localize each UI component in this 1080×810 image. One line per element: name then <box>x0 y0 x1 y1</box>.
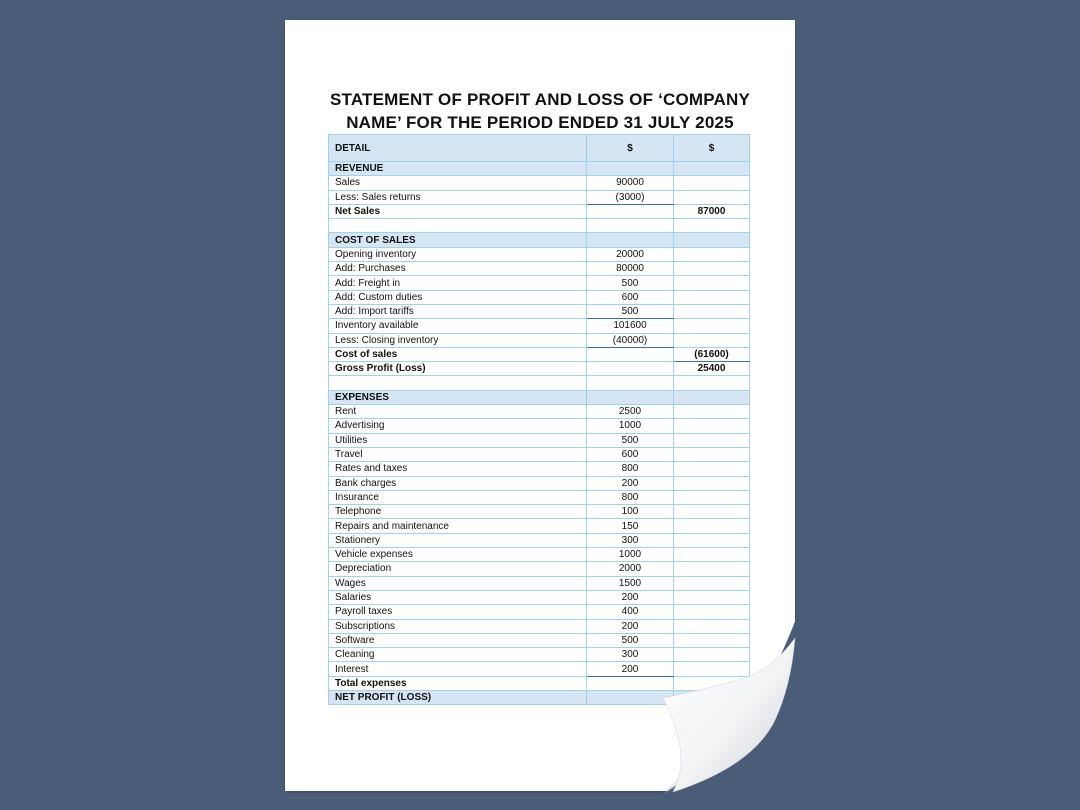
row-col3-value <box>674 376 750 390</box>
table-row <box>329 462 750 476</box>
table-row <box>329 376 750 390</box>
row-col2-value: 500 <box>587 304 674 318</box>
table-row <box>329 247 750 261</box>
row-col2-value: 200 <box>587 662 674 676</box>
section-row <box>329 233 750 247</box>
header-detail: DETAIL <box>329 135 587 162</box>
row-col2-value: 600 <box>587 290 674 304</box>
row-col2-value <box>587 347 674 361</box>
row-col3-value <box>674 233 750 247</box>
row-col3-value <box>674 562 750 576</box>
row-col2-value: 800 <box>587 462 674 476</box>
table-header-row <box>329 135 750 162</box>
table-row <box>329 562 750 576</box>
row-col2-value: 100 <box>587 505 674 519</box>
row-col2-value <box>587 219 674 233</box>
table-row <box>329 548 750 562</box>
row-col3-value <box>674 419 750 433</box>
row-label: Bank charges <box>329 476 587 490</box>
row-label: Depreciation <box>329 562 587 576</box>
row-label: Subscriptions <box>329 619 587 633</box>
row-label: Cost of sales <box>329 347 587 361</box>
row-col2-value: 300 <box>587 533 674 547</box>
row-label: Sales <box>329 176 587 190</box>
row-label: REVENUE <box>329 162 587 176</box>
row-label: Rates and taxes <box>329 462 587 476</box>
row-label: Rent <box>329 405 587 419</box>
row-label: Vehicle expenses <box>329 548 587 562</box>
row-label: Repairs and maintenance <box>329 519 587 533</box>
row-label <box>329 219 587 233</box>
row-col3-value <box>674 576 750 590</box>
page-curl-icon <box>663 616 797 794</box>
row-col3-value <box>674 462 750 476</box>
row-label: Cleaning <box>329 648 587 662</box>
section-row <box>329 390 750 404</box>
row-col2-value: 1500 <box>587 576 674 590</box>
row-col3-value <box>674 176 750 190</box>
row-col2-value <box>587 676 674 690</box>
row-col2-value <box>587 362 674 376</box>
row-label: Gross Profit (Loss) <box>329 362 587 376</box>
row-label: Opening inventory <box>329 247 587 261</box>
row-col2-value: 500 <box>587 276 674 290</box>
row-col3-value: (61600) <box>674 347 750 361</box>
row-label: Utilities <box>329 433 587 447</box>
row-label: Less: Closing inventory <box>329 333 587 347</box>
row-col3-value <box>674 304 750 318</box>
row-col3-value <box>674 405 750 419</box>
row-col3-value <box>674 533 750 547</box>
row-col2-value: 200 <box>587 476 674 490</box>
row-label: Stationery <box>329 533 587 547</box>
table-row <box>329 476 750 490</box>
table-row <box>329 590 750 604</box>
row-col2-value <box>587 204 674 218</box>
row-label: Less: Sales returns <box>329 190 587 204</box>
table-row <box>329 576 750 590</box>
table-row <box>329 447 750 461</box>
row-col2-value: (40000) <box>587 333 674 347</box>
table-row <box>329 333 750 347</box>
row-col2-value <box>587 390 674 404</box>
table-row <box>329 505 750 519</box>
row-label: Software <box>329 633 587 647</box>
statement-title <box>285 88 795 134</box>
row-label: Interest <box>329 662 587 676</box>
row-label: EXPENSES <box>329 390 587 404</box>
row-col2-value: 2000 <box>587 562 674 576</box>
row-label: Add: Purchases <box>329 262 587 276</box>
row-col2-value: 150 <box>587 519 674 533</box>
table-row <box>329 276 750 290</box>
row-col2-value: (3000) <box>587 190 674 204</box>
table-row <box>329 262 750 276</box>
row-col3-value: 87000 <box>674 204 750 218</box>
row-col3-value <box>674 476 750 490</box>
row-col3-value <box>674 490 750 504</box>
row-col3-value <box>674 548 750 562</box>
row-col2-value <box>587 162 674 176</box>
row-col3-value <box>674 262 750 276</box>
row-label: Insurance <box>329 490 587 504</box>
row-col2-value: 600 <box>587 447 674 461</box>
row-col3-value <box>674 219 750 233</box>
table-row <box>329 304 750 318</box>
row-col2-value: 800 <box>587 490 674 504</box>
table-row <box>329 290 750 304</box>
table-row <box>329 519 750 533</box>
row-col3-value <box>674 290 750 304</box>
row-col2-value: 20000 <box>587 247 674 261</box>
row-label <box>329 376 587 390</box>
row-col2-value: 1000 <box>587 419 674 433</box>
row-label: NET PROFIT (LOSS) <box>329 690 587 704</box>
row-col3-value <box>674 505 750 519</box>
row-label: Payroll taxes <box>329 605 587 619</box>
row-label: Add: Import tariffs <box>329 304 587 318</box>
row-label: Salaries <box>329 590 587 604</box>
row-col3-value: 25400 <box>674 362 750 376</box>
header-col2: $ <box>587 135 674 162</box>
row-col2-value <box>587 233 674 247</box>
row-col3-value <box>674 519 750 533</box>
row-label: Advertising <box>329 419 587 433</box>
row-label: Travel <box>329 447 587 461</box>
row-col2-value: 1000 <box>587 548 674 562</box>
table-row <box>329 419 750 433</box>
header-col3: $ <box>674 135 750 162</box>
row-col3-value <box>674 247 750 261</box>
title-line-2: NAME’ FOR THE PERIOD ENDED 31 JULY 2025 <box>346 113 734 132</box>
table-row <box>329 319 750 333</box>
section-row <box>329 162 750 176</box>
table-row <box>329 362 750 376</box>
table-row <box>329 490 750 504</box>
row-col2-value: 80000 <box>587 262 674 276</box>
row-col2-value: 500 <box>587 633 674 647</box>
row-col2-value <box>587 690 674 704</box>
row-label: Total expenses <box>329 676 587 690</box>
row-label: Add: Freight in <box>329 276 587 290</box>
table-row <box>329 190 750 204</box>
row-col3-value <box>674 390 750 404</box>
row-col2-value: 200 <box>587 590 674 604</box>
row-col3-value <box>674 590 750 604</box>
row-col3-value <box>674 276 750 290</box>
row-label: Add: Custom duties <box>329 290 587 304</box>
row-col2-value: 400 <box>587 605 674 619</box>
row-col3-value <box>674 319 750 333</box>
row-label: Wages <box>329 576 587 590</box>
row-col3-value <box>674 162 750 176</box>
row-col3-value <box>674 433 750 447</box>
row-col3-value <box>674 447 750 461</box>
row-col2-value: 101600 <box>587 319 674 333</box>
row-col2-value: 300 <box>587 648 674 662</box>
row-label: Net Sales <box>329 204 587 218</box>
table-row <box>329 347 750 361</box>
title-line-1: STATEMENT OF PROFIT AND LOSS OF ‘COMPANY <box>329 90 751 109</box>
row-col2-value: 500 <box>587 433 674 447</box>
table-row <box>329 219 750 233</box>
table-row <box>329 533 750 547</box>
table-row <box>329 405 750 419</box>
row-label: COST OF SALES <box>329 233 587 247</box>
row-col2-value: 90000 <box>587 176 674 190</box>
row-col2-value <box>587 376 674 390</box>
row-col2-value: 2500 <box>587 405 674 419</box>
document-page <box>285 20 795 791</box>
row-col3-value <box>674 333 750 347</box>
table-row <box>329 433 750 447</box>
row-label: Inventory available <box>329 319 587 333</box>
row-col3-value <box>674 190 750 204</box>
row-label: Telephone <box>329 505 587 519</box>
table-row <box>329 176 750 190</box>
row-col2-value: 200 <box>587 619 674 633</box>
table-row <box>329 204 750 218</box>
